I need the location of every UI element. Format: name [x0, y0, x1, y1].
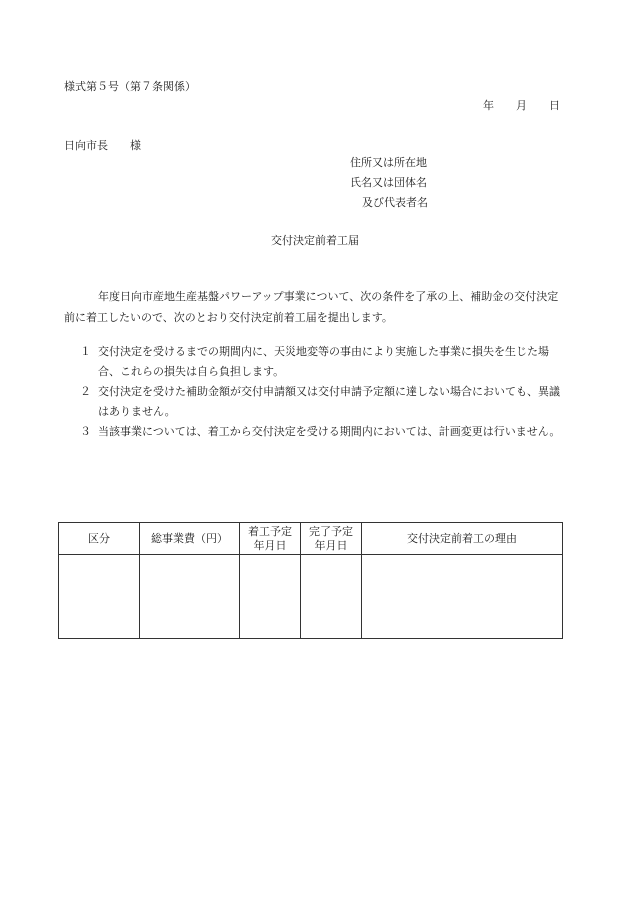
cell-total-cost[interactable] [140, 555, 240, 639]
condition-item [80, 342, 564, 382]
header-total-cost: 総事業費（円） [140, 523, 240, 555]
date-line [483, 97, 560, 113]
table-header-row [59, 523, 563, 555]
cell-reason[interactable] [362, 555, 563, 639]
condition-item [80, 422, 564, 442]
condition-number: ２ [80, 385, 91, 398]
condition-number: ３ [80, 425, 91, 438]
applicant-block [350, 153, 428, 213]
address-label: 住所又は所在地 [350, 156, 427, 169]
intro-text: 年度日向市産地生産基盤パワーアップ事業について、次の条件を了承の上、補助金の交付決定前に着工したいので、次のとおり交付決定前着工届を提出します。 [64, 290, 559, 324]
conditions-list [80, 342, 564, 442]
condition-item [80, 382, 564, 422]
header-reason: 交付決定前着工の理由 [362, 523, 563, 555]
cell-category[interactable] [59, 555, 140, 639]
date-day-label: 日 [549, 99, 560, 112]
cell-completion-date[interactable] [301, 555, 362, 639]
addressee: 日向市長 様 [64, 139, 141, 152]
name-label: 氏名又は団体名 [350, 176, 427, 189]
date-year-label: 年 [483, 99, 494, 112]
condition-text: 当該事業については、着工から交付決定を受ける期間内においては、計画変更は行いません。 [98, 425, 561, 438]
condition-text: 交付決定を受けた補助金額が交付申請額又は交付申請予定額に達しない場合においても、異議はありません。 [98, 385, 560, 418]
intro-paragraph [64, 286, 564, 328]
document-title: 交付決定前着工届 [271, 234, 359, 247]
cell-start-date[interactable] [240, 555, 301, 639]
form-number: 様式第５号（第７条関係） [64, 80, 196, 93]
table-row [59, 555, 563, 639]
condition-text: 交付決定を受けるまでの期間内に、天災地変等の事由により実施した事業に損失を生じた場合、これらの損失は自ら負担します。 [98, 345, 549, 378]
header-start-date: 着工予定 年月日 [240, 523, 301, 555]
project-table [58, 522, 563, 639]
header-category: 区分 [59, 523, 140, 555]
condition-number: １ [80, 345, 91, 358]
representative-label: 及び代表者名 [362, 196, 428, 209]
date-month-label: 月 [516, 99, 527, 112]
header-completion-date: 完了予定 年月日 [301, 523, 362, 555]
